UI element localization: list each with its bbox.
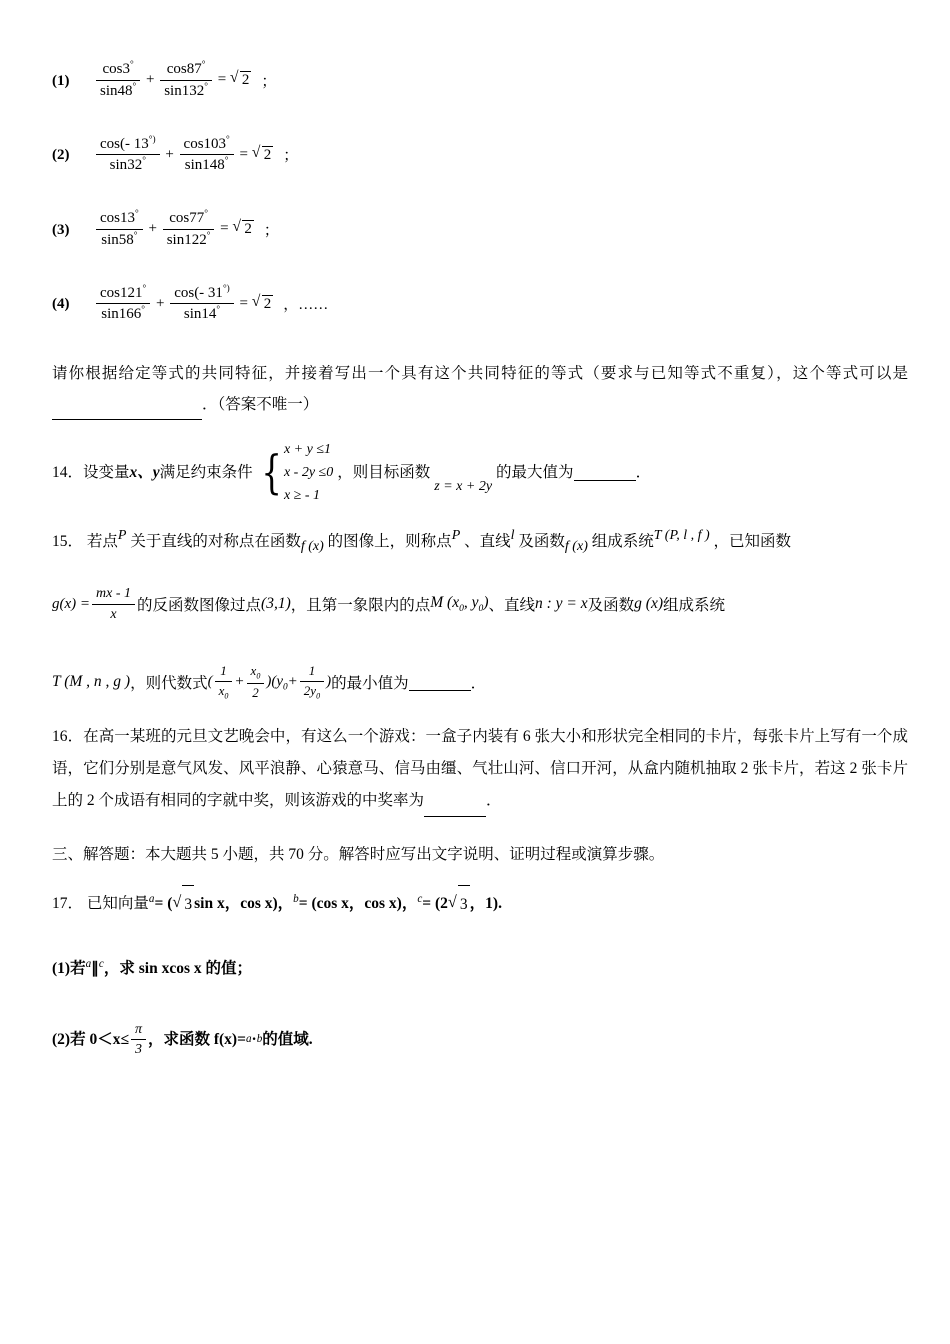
- fraction: [96, 209, 143, 250]
- q15-text-b: 关于直线的对称点在函数: [130, 533, 301, 551]
- radicand: 2: [244, 221, 252, 238]
- q15-line2-c: 、直线: [488, 597, 536, 615]
- function-f: f (x): [300, 539, 324, 555]
- q15-text-c: 的图像上，则称点: [327, 533, 452, 551]
- q14-text-5: ．: [635, 464, 652, 482]
- function-g: g (x): [634, 595, 663, 613]
- denominator-degree: °: [206, 230, 211, 241]
- equation-expression: [94, 284, 273, 325]
- denominator-degree: °: [142, 156, 146, 167]
- numerator-value: 121: [120, 284, 143, 301]
- equals-sign: =: [239, 295, 248, 312]
- system-t-mng: T (M , n , g ): [52, 673, 131, 691]
- prompt-paragraph: [52, 358, 908, 420]
- square-root: [230, 71, 252, 89]
- equals-sign: =: [239, 146, 248, 163]
- plus-operator: +: [165, 146, 174, 163]
- square-root: [448, 885, 470, 923]
- part-2-text: ，求函数 f(x)=: [147, 1031, 246, 1049]
- answer-blank[interactable]: [424, 800, 486, 817]
- q17-eq3: = (2: [422, 895, 448, 913]
- square-root: [232, 220, 254, 238]
- q15-line2-e: 组成系统: [663, 597, 726, 615]
- square-root: [252, 146, 274, 164]
- numerator-function: cos: [183, 135, 204, 152]
- equation-row: [52, 135, 908, 176]
- q17-eq1: = (: [154, 895, 173, 913]
- numerator-value: 3: [122, 61, 130, 77]
- equation-label: (1): [52, 72, 70, 89]
- numerator-value: (- 31: [194, 284, 223, 301]
- fraction: [170, 284, 234, 325]
- part-2-tail: 的值域.: [262, 1031, 313, 1049]
- numerator-value: 87: [186, 61, 202, 77]
- fraction: [160, 60, 212, 101]
- equation-trailing: ；: [283, 148, 299, 165]
- equals-sign: =: [217, 71, 227, 88]
- denominator-value: 32: [127, 157, 143, 174]
- question-17: [52, 885, 908, 924]
- numerator-value: 13: [120, 210, 135, 226]
- fraction: [180, 135, 234, 176]
- numerator-function: cos: [169, 210, 190, 226]
- radicand: 2: [241, 72, 250, 89]
- q17-eq4: ，1).: [469, 895, 502, 913]
- constraint-system: [257, 438, 334, 507]
- equation-trailing: ，……: [283, 297, 329, 314]
- radicand: 2: [263, 146, 272, 163]
- denominator-value: 122: [184, 231, 207, 248]
- denominator-degree: °: [224, 156, 229, 167]
- question-16: [52, 721, 908, 816]
- answer-blank[interactable]: [574, 464, 636, 481]
- line-l: l: [510, 528, 515, 544]
- equation-row: [52, 209, 908, 250]
- denominator-degree: °: [132, 81, 137, 92]
- left-brace: {: [261, 445, 282, 500]
- numerator-value: 77: [189, 210, 205, 226]
- numerator-degree: °: [204, 209, 208, 219]
- point-3-1: (3,1): [261, 595, 291, 613]
- plus-operator: +: [145, 71, 155, 88]
- plus-operator: +: [155, 295, 165, 312]
- question-15-line-3: [52, 663, 908, 701]
- objective-function: z = x + 2y: [434, 478, 493, 494]
- document-content: [52, 60, 908, 1059]
- part-2-label: (2)若 0＜x≤: [52, 1031, 129, 1049]
- question-17-part-2: [52, 1021, 908, 1059]
- denominator-value: 132: [181, 82, 205, 99]
- q16-text: 在高一某班的元旦文艺晚会中，有这么一个游戏：一盒子内装有 6 张大小和形状完全相同的卡片，每张卡片上写有一个成语，它们分别是意气风发、风平浪静、心猿意马、信马由缰、气壮山河、信口开河，从盒内随机抽取 2 张卡片，若这 2 张卡片上的 2 个成语有相同的字就中奖，则该游戏的中奖率为: [52, 728, 908, 809]
- equation-expression: [94, 135, 273, 176]
- point-p: P: [451, 528, 461, 544]
- denominator-function: sin: [101, 306, 119, 323]
- fraction: [96, 284, 150, 325]
- fraction: $\frac{1}{x_0}$: [215, 663, 233, 701]
- question-number: 17．: [52, 895, 84, 913]
- numerator-degree: °): [222, 283, 230, 294]
- denominator-degree: °: [141, 305, 145, 316]
- equation-label: (3): [52, 221, 70, 238]
- q15-text-e: 及函数: [518, 533, 565, 551]
- denominator-degree: °: [204, 81, 208, 92]
- system-t-plf: T (P, l , f ): [653, 528, 710, 544]
- question-number: 14．: [52, 464, 84, 482]
- constraint-row: x ≥ - 1: [283, 488, 321, 504]
- q15-line2-a: 的反函数图像过点: [137, 597, 262, 615]
- denominator-value: 48: [117, 82, 133, 99]
- q16-text-end: ．: [486, 791, 502, 809]
- q15-line3-b: 的最小值为: [331, 675, 409, 693]
- equals-sign: =: [220, 220, 229, 237]
- equation-label: (4): [52, 296, 70, 313]
- question-number: 16．: [52, 728, 84, 746]
- min-expression: ( $\frac{1}{x_0}$ + $\frac{x_0}{2}$ )($y_0+$ $\frac{1}{2y_0}$ ): [207, 663, 332, 701]
- dot-product-symbol: ·: [251, 1031, 257, 1049]
- numerator-function: cos: [174, 284, 195, 301]
- vector-c: c: [417, 892, 423, 905]
- q15-line2-b: ，且第一象限内的点: [290, 597, 431, 615]
- question-17-part-1: [52, 950, 908, 987]
- equation-trailing: ；: [261, 73, 277, 90]
- q14-text-3: ，则目标函数: [337, 464, 431, 482]
- constraint-row: x + y ≤1: [283, 442, 332, 457]
- numerator-degree: °: [201, 60, 206, 70]
- question-number: 15．: [52, 533, 84, 551]
- denominator-function: sin: [184, 157, 203, 174]
- q15-line3-a: ，则代数式: [130, 675, 208, 693]
- q17-sinx: sin x，cos x)，: [194, 895, 294, 913]
- numerator-value: 103: [203, 135, 227, 152]
- denominator-function: sin: [166, 231, 185, 248]
- question-14: [52, 438, 908, 507]
- numerator-degree: °): [148, 134, 156, 145]
- g-denominator: x: [110, 606, 117, 622]
- answer-blank[interactable]: [409, 674, 471, 691]
- q14-variables: x、y: [129, 464, 160, 482]
- point-m: M ($x_0$, $y_0$): [430, 594, 489, 615]
- equation-expression: [94, 209, 254, 250]
- denominator-function: sin: [164, 82, 182, 99]
- answer-blank[interactable]: [52, 404, 202, 421]
- g-fraction: [92, 585, 135, 623]
- numerator-degree: °: [135, 209, 139, 219]
- radicand: 2: [263, 295, 272, 312]
- numerator-value: (- 13: [120, 135, 149, 152]
- denominator-degree: °: [216, 305, 221, 316]
- numerator-degree: °: [142, 283, 147, 294]
- q15-text-f: 组成系统: [591, 533, 654, 551]
- square-root: [252, 295, 274, 313]
- fraction: $\frac{x_0}{2}$: [247, 663, 265, 701]
- fraction: [96, 135, 160, 176]
- q15-text-g: ，已知函数: [713, 533, 792, 551]
- q15-line3-c: ．: [470, 675, 487, 693]
- fraction: [163, 209, 215, 250]
- denominator-value: 14: [201, 306, 217, 323]
- denominator-function: sin: [100, 82, 118, 99]
- function-f: f (x): [564, 539, 588, 555]
- vector-b: b: [256, 1033, 263, 1046]
- q14-text-4: 的最大值为: [496, 464, 574, 482]
- line-n: n : y = x: [535, 595, 588, 613]
- q17-eq2: = (cos x，cos x)，: [298, 895, 418, 913]
- fraction: $\frac{1}{2y_0}$: [300, 663, 324, 701]
- denominator-function: sin: [101, 231, 119, 248]
- vector-a: a: [85, 957, 92, 970]
- point-p: P: [117, 528, 127, 544]
- q14-text-1: 设变量: [83, 464, 130, 482]
- question-15: [52, 525, 908, 559]
- denominator-value: 58: [118, 231, 134, 248]
- square-root: [172, 885, 194, 923]
- q15-line2-d: 及函数: [587, 597, 635, 615]
- vector-c: c: [98, 957, 104, 970]
- q14-text-2: 满足约束条件: [159, 464, 253, 482]
- equation-row: [52, 60, 908, 101]
- q17-lead: 已知向量: [86, 895, 149, 913]
- denominator-value: 166: [118, 306, 142, 323]
- denominator-value: 148: [202, 157, 225, 174]
- radicand: 3: [458, 885, 470, 923]
- vector-a: a: [245, 1033, 252, 1046]
- pi-over-3-fraction: $\frac{\pi}{3}$: [131, 1021, 146, 1059]
- part-1-label: (1)若: [52, 959, 86, 977]
- numerator-function: cos: [102, 61, 123, 77]
- prompt-text: 请你根据给定等式的共同特征，并接着写出一个具有这个共同特征的等式（要求与已知等式不重复），这个等式可以是: [52, 365, 908, 382]
- g-function-lhs: g(x) =: [52, 595, 91, 612]
- plus-operator: +: [148, 220, 157, 237]
- equation-trailing: ；: [263, 222, 279, 239]
- parallel-symbol: ∥: [91, 959, 99, 977]
- equation-expression: [94, 60, 251, 101]
- vector-b: b: [293, 892, 299, 905]
- denominator-function: sin: [109, 157, 128, 174]
- q15-text-a: 若点: [86, 533, 118, 551]
- fraction: [96, 60, 140, 101]
- equation-label: (2): [52, 147, 70, 164]
- numerator-degree: °: [226, 134, 230, 145]
- denominator-degree: °: [133, 230, 138, 241]
- numerator-function: cos: [100, 284, 120, 301]
- vector-a: a: [148, 892, 155, 905]
- constraint-row: x - 2y ≤0: [283, 465, 334, 481]
- question-15-line-2: [52, 585, 908, 623]
- section-3-heading: 三、解答题：本大题共 5 小题，共 70 分。解答时应写出文字说明、证明过程或演算步骤。: [52, 845, 665, 863]
- g-numerator: mx - 1: [92, 585, 135, 605]
- prompt-text-end: ．（答案不唯一）: [202, 396, 319, 413]
- part-1-text: ，求 sin xcos x 的值；: [103, 959, 252, 977]
- numerator-degree: °: [130, 60, 134, 70]
- denominator-function: sin: [183, 306, 202, 323]
- numerator-function: cos: [100, 210, 120, 226]
- q15-text-d: 、直线: [464, 533, 511, 551]
- numerator-function: cos: [166, 61, 187, 77]
- numerator-function: cos: [100, 135, 120, 152]
- equation-row: [52, 284, 908, 325]
- radicand: 3: [182, 885, 194, 923]
